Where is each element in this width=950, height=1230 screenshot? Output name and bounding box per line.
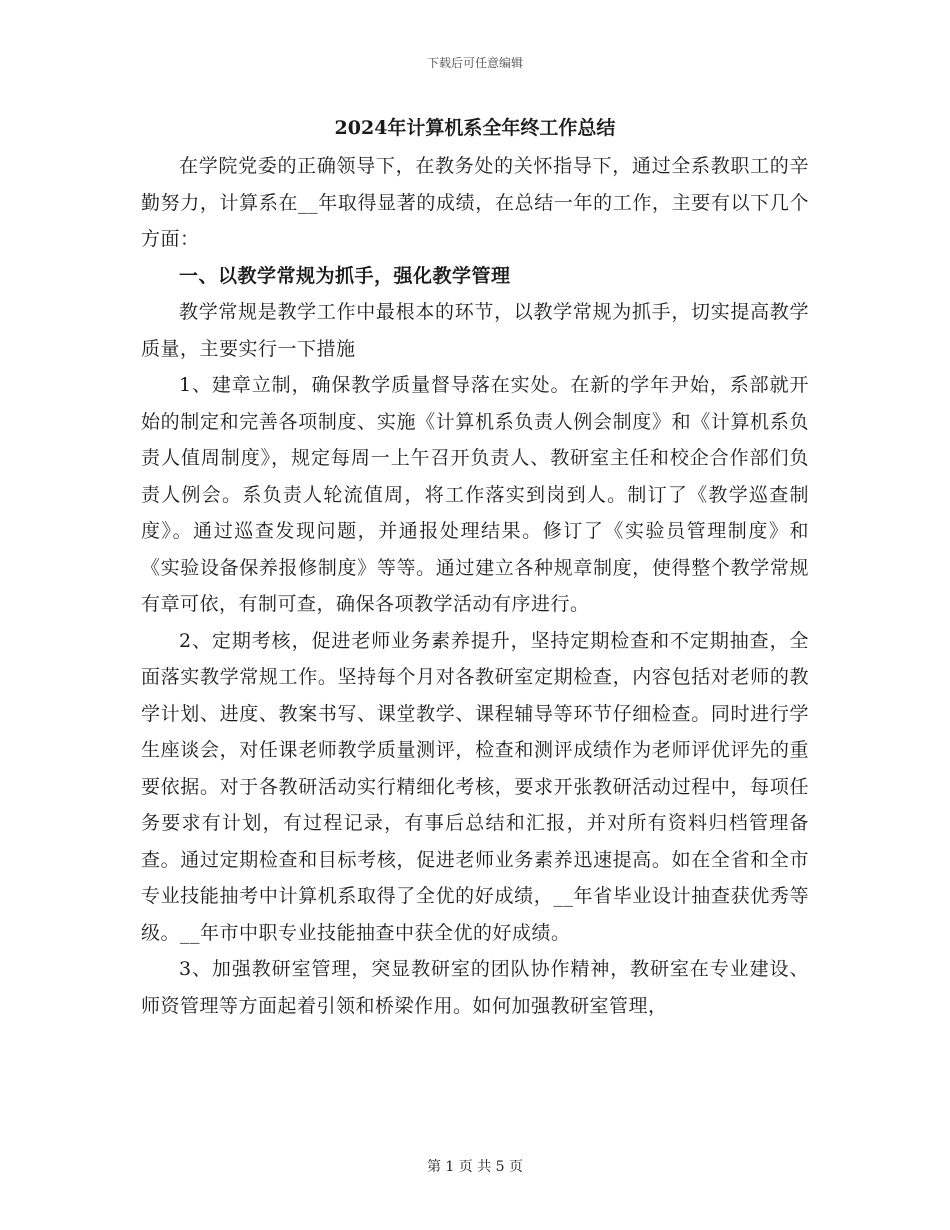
intro-paragraph: 在学院党委的正确领导下，在教务处的关怀指导下，通过全系教职工的辛勤努力，计算系在__年取得显著的成绩，在总结一年的工作，主要有以下几个方面：	[141, 155, 809, 250]
document-title: 2024年计算机系全年终工作总结	[334, 117, 616, 139]
section-heading: 一、以教学常规为抓手，强化教学管理	[179, 264, 511, 287]
body-paragraph: 1、建章立制，确保教学质量督导落在实处。在新的学年尹始，系部就开始的制定和完善各项制度、实施《计算机系负责人例会制度》和《计算机系负责人值周制度》，规定每周一上午召开负责人、教研室主任和校企合作部们负责人例会。系负责人轮流值周，将工作落实到岗到人。制订了《教学巡查制度》。通过巡查发现问题，并通报处理结果。修订了《实验员管理制度》和《实验设备保养报修制度》等等。通过建立各种规章制度，使得整个教学常规有章可依，有制可查，确保各项教学活动有序进行。	[141, 374, 809, 615]
document-body	[141, 148, 809, 1024]
body-paragraph: 教学常规是教学工作中最根本的环节，以教学常规为抓手，切实提高教学质量，主要实行一下措施	[141, 301, 809, 360]
header-note: 下载后可任意编辑	[426, 56, 523, 70]
page-number: 第 1 页 共 5 页	[426, 1159, 524, 1175]
body-paragraph: 3、加强教研室管理，突显教研室的团队协作精神，教研室在专业建设、师资管理等方面起着引领和桥梁作用。如何加强教研室管理，	[141, 958, 809, 1017]
body-paragraph: 2、定期考核，促进老师业务素养提升，坚持定期检查和不定期抽查，全面落实教学常规工作。坚持每个月对各教研室定期检查，内容包括对老师的教学计划、进度、教案书写、课堂教学、课程辅导等环节仔细检查。同时进行学生座谈会，对任课老师教学质量测评，检查和测评成绩作为老师评优评先的重要依据。对于各教研活动实行精细化考核，要求开张教研活动过程中，每项任务要求有计划，有过程记录，有事后总结和汇报，并对所有资料归档管理备查。通过定期检查和目标考核，促进老师业务素养迅速提高。如在全省和全市专业技能抽考中计算机系取得了全优的好成绩，__年省毕业设计抽查获优秀等级。__年市中职专业技能抽查中获全优的好成绩。	[141, 629, 809, 944]
